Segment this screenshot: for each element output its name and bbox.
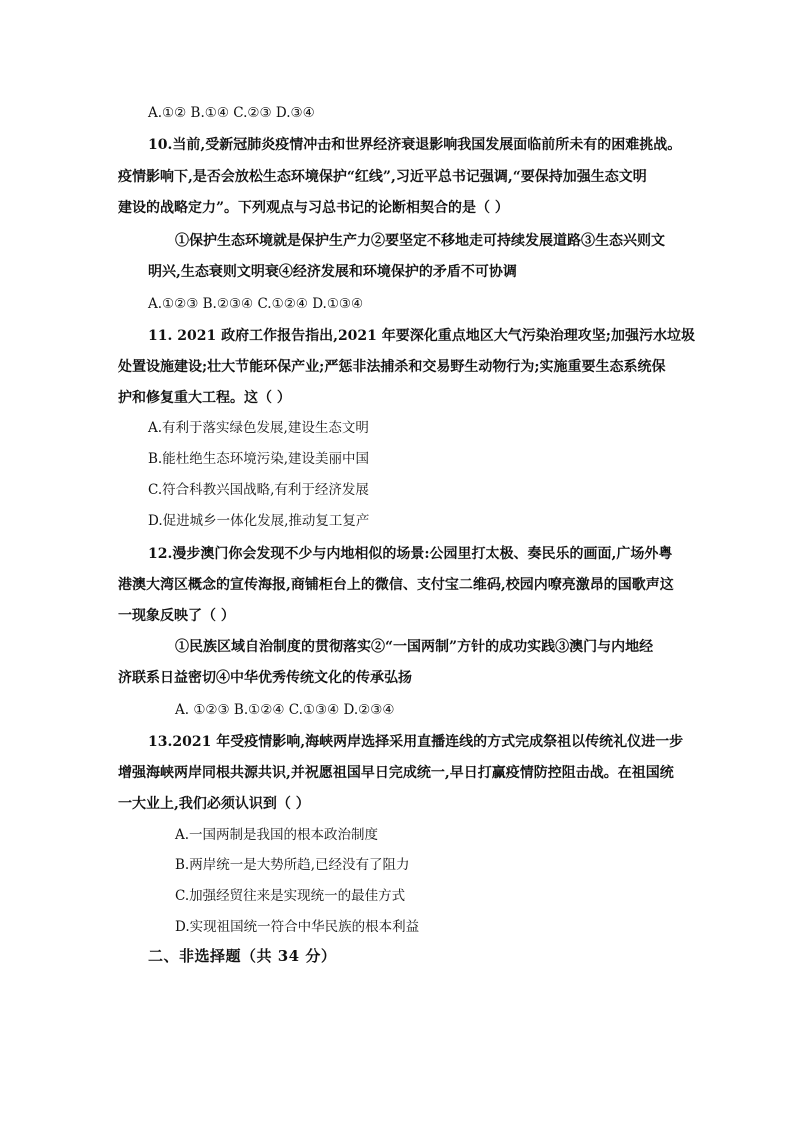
q10-statements-line1: ①保护生态环境就是保护生产力②要坚定不移地走可持续发展道路③生态兴则文 xyxy=(175,233,665,249)
q13-option-b: B.两岸统一是大势所趋,已经没有了阻力 xyxy=(175,857,410,873)
q13-stem-line1: 13.2021 年受疫情影响,海峡两岸选择采用直播连线的方式完成祭祖以传统礼仪进一步 xyxy=(148,734,684,750)
section-heading: 二、非选择题（共 34 分） xyxy=(148,947,337,965)
q10-stem-line2: 疫情影响下,是否会放松生态环境保护“红线”,习近平总书记强调,“要保持加强生态文明 xyxy=(118,169,647,185)
q11-stem-line1: 11. 2021 政府工作报告指出,2021 年要深化重点地区大气污染治理攻坚;加强污水垃圾 xyxy=(148,328,695,344)
q10-options: A.①②③ B.②③④ C.①②④ D.①③④ xyxy=(148,296,364,312)
q10-statements-line2: 明兴,生态衰则文明衰④经济发展和环境保护的矛盾不可协调 xyxy=(148,264,517,280)
q12-options: A. ①②③ B.①②④ C.①③④ D.②③④ xyxy=(175,702,395,718)
q13-option-a: A.一国两制是我国的根本政治制度 xyxy=(175,827,379,843)
q10-stem-line3: 建设的战略定力”。下列观点与习总书记的论断相契合的是（ ） xyxy=(118,200,509,216)
q13-stem-line2: 增强海峡两岸同根共源共识,并祝愿祖国早日完成统一,早日打赢疫情防控阻击战。在祖国统 xyxy=(118,765,674,781)
q13-stem-line3: 一大业上,我们必须认识到（ ） xyxy=(118,796,310,812)
q11-option-c: C.符合科教兴国战略,有利于经济发展 xyxy=(148,482,369,498)
q13-option-c: C.加强经贸往来是实现统一的最佳方式 xyxy=(175,888,406,904)
q12-stem-line3: 一现象反映了（ ） xyxy=(118,608,235,624)
q12-statements-line1: ①民族区域自治制度的贯彻落实②“一国两制”方针的成功实践③澳门与内地经 xyxy=(175,639,654,655)
q9-options: A.①② B.①④ C.②③ D.③④ xyxy=(148,105,315,121)
q11-option-d: D.促进城乡一体化发展,推动复工复产 xyxy=(148,513,370,529)
q11-option-a: A.有利于落实绿色发展,建设生态文明 xyxy=(148,420,369,436)
q11-stem-line2: 处置设施建设;壮大节能环保产业;严惩非法捕杀和交易野生动物行为;实施重要生态系统保 xyxy=(118,359,666,375)
q13-option-d: D.实现祖国统一符合中华民族的根本利益 xyxy=(175,919,420,935)
q12-stem-line1: 12.漫步澳门你会发现不少与内地相似的场景:公园里打太极、奏民乐的画面,广场外粤 xyxy=(148,546,673,562)
q10-stem-line1: 10.当前,受新冠肺炎疫情冲击和世界经济衰退影响我国发展面临前所未有的困难挑战。 xyxy=(148,137,682,153)
q11-stem-line3: 护和修复重大工程。这（ ） xyxy=(118,390,291,406)
q12-statements-line2: 济联系日益密切④中华优秀传统文化的传承弘扬 xyxy=(118,670,412,686)
q12-stem-line2: 港澳大湾区概念的宣传海报,商铺柜台上的微信、支付宝二维码,校园内嘹亮激昂的国歌声这 xyxy=(118,577,674,593)
q11-option-b: B.能杜绝生态环境污染,建设美丽中国 xyxy=(148,451,370,467)
